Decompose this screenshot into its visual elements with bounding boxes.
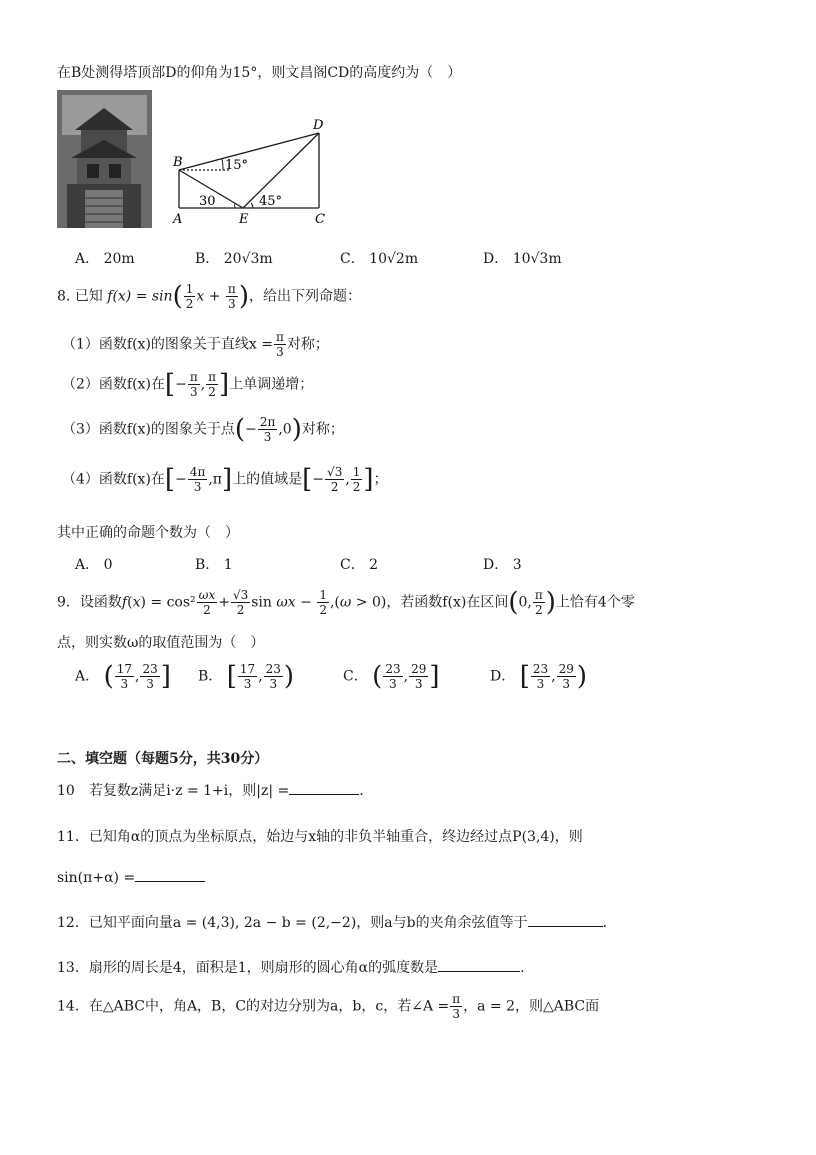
label-A: A	[173, 212, 183, 225]
q8-stem: 8. 已知 f(x) = sin( $\frac{1}{2}$ x + $\frac{\pi}{3}$ )，给出下列命题：	[57, 281, 361, 312]
q10: 10 若复数z满足i·z = 1+i，则|z| = .	[57, 783, 364, 799]
q8-option-a: A． 0	[75, 557, 113, 573]
q7-option-a: A． 20m	[75, 251, 135, 267]
angle-15: 15°	[225, 158, 249, 173]
q11-line1: 11．已知角α的顶点为坐标原点，始边与x轴的非负半轴重合，终边经过点P(3,4)，则	[57, 829, 583, 845]
q8-item-4: （4）函数f(x)在[− $\frac{4\pi}{3}$ ,π]上的值域是[− $\frac{√3}{2}$ , $\frac{1}{2}$ ]；	[62, 464, 388, 495]
label-B: B	[173, 155, 183, 170]
label-D: D	[313, 118, 324, 133]
q11-line2: sin(π+α) =	[57, 870, 205, 886]
pavilion-photo	[57, 90, 152, 228]
q8-option-b: B． 1	[195, 557, 233, 573]
q9-option-b: B． [ $\frac{17}{3}$ , $\frac{23}{3}$ )	[198, 661, 295, 692]
q7-option-b: B． 20√3m	[195, 251, 273, 267]
q8-item-2: （2）函数f(x)在[− $\frac{\pi}{3}$ , $\frac{\pi}{2}$ ]上单调递增；	[62, 369, 314, 400]
label-E: E	[239, 212, 249, 225]
q9-option-a: A． ( $\frac{17}{3}$ , $\frac{23}{3}$ ]	[75, 661, 171, 692]
q14: 14．在△ABC中，角A，B，C的对边分别为a，b，c，若∠A = $\frac{\pi}{3}$ ，a = 2，则△ABC面	[57, 992, 600, 1021]
q8-option-c: C． 2	[340, 557, 379, 573]
q9-option-d: D． [ $\frac{23}{3}$ , $\frac{29}{3}$ )	[490, 661, 588, 692]
q8-option-d: D． 3	[483, 557, 522, 573]
q7-intro: 在B处测得塔顶部D的仰角为15°，则文昌阁CD的高度约为（ ）	[57, 65, 462, 81]
label-C: C	[315, 212, 325, 225]
q9-stem-line2: 点，则实数ω的取值范围为（ ）	[57, 635, 265, 651]
angle-30: 30	[199, 194, 216, 209]
q8-item-1: （1）函数f(x)的图象关于直线x = $\frac{\pi}{3}$ 对称；	[62, 330, 329, 359]
section-2-title: 二、填空题（每题5分，共30分）	[57, 751, 269, 767]
q9-stem: 9．设函数f(x) = cos² $\frac{\omega x}{2}$ + $\frac{√3}{2}$ sin ωx − $\frac{1}{2}$ ,(ω > 0)，若函数f(x)在区间(0, $\frac{\pi}{2}$ )上恰有4个零	[57, 587, 635, 618]
q7-option-c: C． 10√2m	[340, 251, 419, 267]
angle-45: 45°	[259, 194, 283, 209]
q7-option-d: D． 10√3m	[483, 251, 562, 267]
q8-item-3: （3）函数f(x)的图象关于点(− $\frac{2\pi}{3}$ ,0)对称；	[62, 414, 344, 445]
q9-option-c: C． ( $\frac{23}{3}$ , $\frac{29}{3}$ ]	[343, 661, 440, 692]
q8-question: 其中正确的命题个数为（ ）	[57, 525, 239, 541]
q13: 13．扇形的周长是4，面积是1，则扇形的圆心角α的弧度数是 .	[57, 960, 525, 976]
geometry-figure	[165, 115, 335, 229]
q12: 12．已知平面向量a = (4,3), 2a − b = (2,−2)，则a与b的夹角余弦值等于 .	[57, 915, 608, 931]
